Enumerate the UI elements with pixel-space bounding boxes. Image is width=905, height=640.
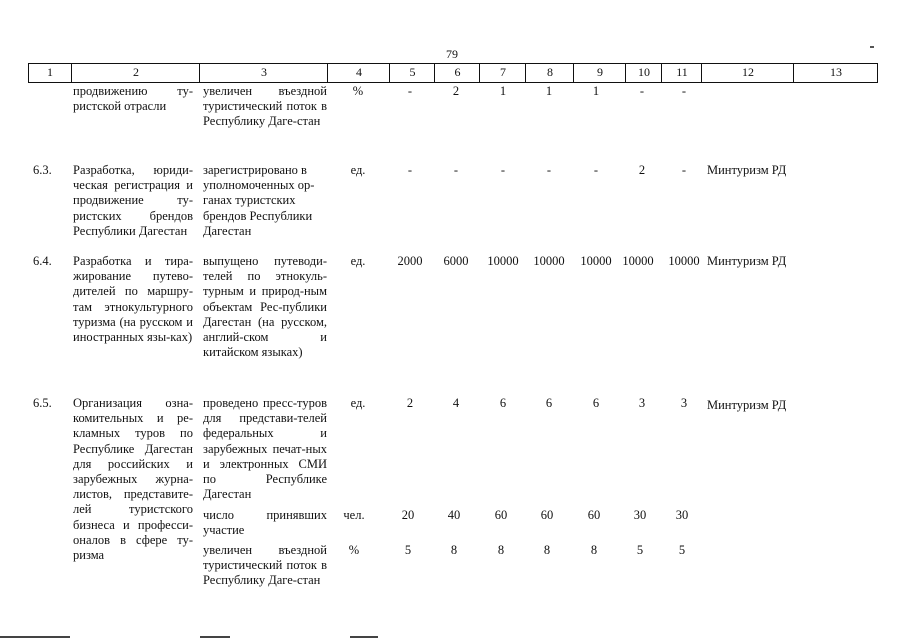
value-cell: 10000 <box>622 254 654 268</box>
value-cell: - <box>681 84 687 98</box>
scan-mark <box>870 46 874 48</box>
header-col-4: 4 <box>327 64 390 82</box>
value-cell: 1 <box>499 84 507 98</box>
value-cell: - <box>453 163 459 177</box>
row-indicator: число принявших участие <box>203 508 327 538</box>
value-cell: 60 <box>587 508 601 522</box>
header-col-13: 13 <box>793 64 878 82</box>
value-cell: 8 <box>450 543 458 557</box>
table-header-row <box>28 63 878 83</box>
header-col-1: 1 <box>47 65 53 79</box>
row-name: Разработка и тира-жирование путево-дителей по маршру-там этнокультурного туризма (на русском и иностранных язы-ках) <box>73 254 193 345</box>
value-cell: 10000 <box>533 254 565 268</box>
header-col-11: 11 <box>661 64 702 82</box>
row-unit: % <box>352 84 364 98</box>
value-cell: 10000 <box>668 254 700 268</box>
value-cell: 60 <box>540 508 554 522</box>
bottom-rule <box>350 636 378 638</box>
value-cell: 10000 <box>580 254 612 268</box>
value-cell: 3 <box>680 396 688 410</box>
value-cell: 1 <box>545 84 553 98</box>
value-cell: 5 <box>678 543 686 557</box>
row-unit: ед. <box>350 396 366 410</box>
row-indicator: увеличен въездной туристический поток в Республику Даге-стан <box>203 543 327 588</box>
value-cell: 6000 <box>443 254 469 268</box>
value-cell: 6 <box>592 396 600 410</box>
page-number: 79 <box>446 47 458 61</box>
row-executor: Минтуризм РД <box>707 163 787 177</box>
header-col-3: 3 <box>199 64 328 82</box>
header-col-6: 6 <box>434 64 480 82</box>
value-cell: - <box>681 163 687 177</box>
row-indicator: выпущено путеводи-телей по этнокуль-турным и природ-ным объектам Рес-публики Дагестан (на русском, англий-ском и китайском языках) <box>203 254 327 360</box>
value-cell: 30 <box>633 508 647 522</box>
value-cell: - <box>593 163 599 177</box>
value-cell: - <box>546 163 552 177</box>
row-unit: ед. <box>350 254 366 268</box>
value-cell: - <box>407 163 413 177</box>
value-cell: 6 <box>499 396 507 410</box>
value-cell: - <box>500 163 506 177</box>
value-cell: 2 <box>406 396 414 410</box>
header-col-9: 9 <box>573 64 626 82</box>
row-indicator: проведено пресс-туров для представи-телей федеральных и зарубежных печат-ных и электронных СМИ по Республике Дагестан <box>203 396 327 502</box>
header-col-8: 8 <box>525 64 574 82</box>
bottom-rule <box>0 636 70 638</box>
value-cell: 4 <box>452 396 460 410</box>
value-cell: 6 <box>545 396 553 410</box>
row-executor: Минтуризм РД <box>707 254 787 268</box>
value-cell: 2 <box>638 163 646 177</box>
row-unit: % <box>348 543 360 557</box>
value-cell: 3 <box>638 396 646 410</box>
row-number: 6.3. <box>33 163 52 177</box>
value-cell: 1 <box>592 84 600 98</box>
row-name: продвижению ту-ристской отрасли <box>73 84 193 114</box>
value-cell: 8 <box>543 543 551 557</box>
header-col-5: 5 <box>389 64 435 82</box>
value-cell: 2 <box>452 84 460 98</box>
header-col-7: 7 <box>479 64 526 82</box>
bottom-rule <box>200 636 230 638</box>
row-unit: ед. <box>350 163 366 177</box>
row-name: Разработка, юриди-ческая регистрация и продвижение ту-ристских брендов Республики Дагестан <box>73 163 193 238</box>
value-cell: 5 <box>636 543 644 557</box>
value-cell: - <box>639 84 645 98</box>
row-executor: Минтуризм РД <box>707 398 787 412</box>
row-name: Организация озна-комительных и ре-кламных туров по Республике Дагестан для российских и зарубежных журна-листов, представите-лей туристского бизнеса и професси-оналов в сфере ту-ризма <box>73 396 193 563</box>
value-cell: - <box>407 84 413 98</box>
row-number: 6.5. <box>33 396 52 410</box>
row-indicator: увеличен въездной туристический поток в Республику Даге-стан <box>203 84 327 129</box>
value-cell: 20 <box>401 508 415 522</box>
value-cell: 8 <box>497 543 505 557</box>
value-cell: 5 <box>404 543 412 557</box>
row-indicator: зарегистрировано в уполномоченных ор-ганах туристских брендов Республики Дагестан <box>203 163 315 238</box>
value-cell: 40 <box>447 508 461 522</box>
header-col-12: 12 <box>701 64 794 82</box>
row-number: 6.4. <box>33 254 52 268</box>
value-cell: 10000 <box>487 254 519 268</box>
header-col-10: 10 <box>625 64 662 82</box>
header-col-2: 2 <box>71 64 200 82</box>
value-cell: 8 <box>590 543 598 557</box>
value-cell: 30 <box>675 508 689 522</box>
row-unit: чел. <box>343 508 365 522</box>
value-cell: 60 <box>494 508 508 522</box>
value-cell: 2000 <box>397 254 423 268</box>
